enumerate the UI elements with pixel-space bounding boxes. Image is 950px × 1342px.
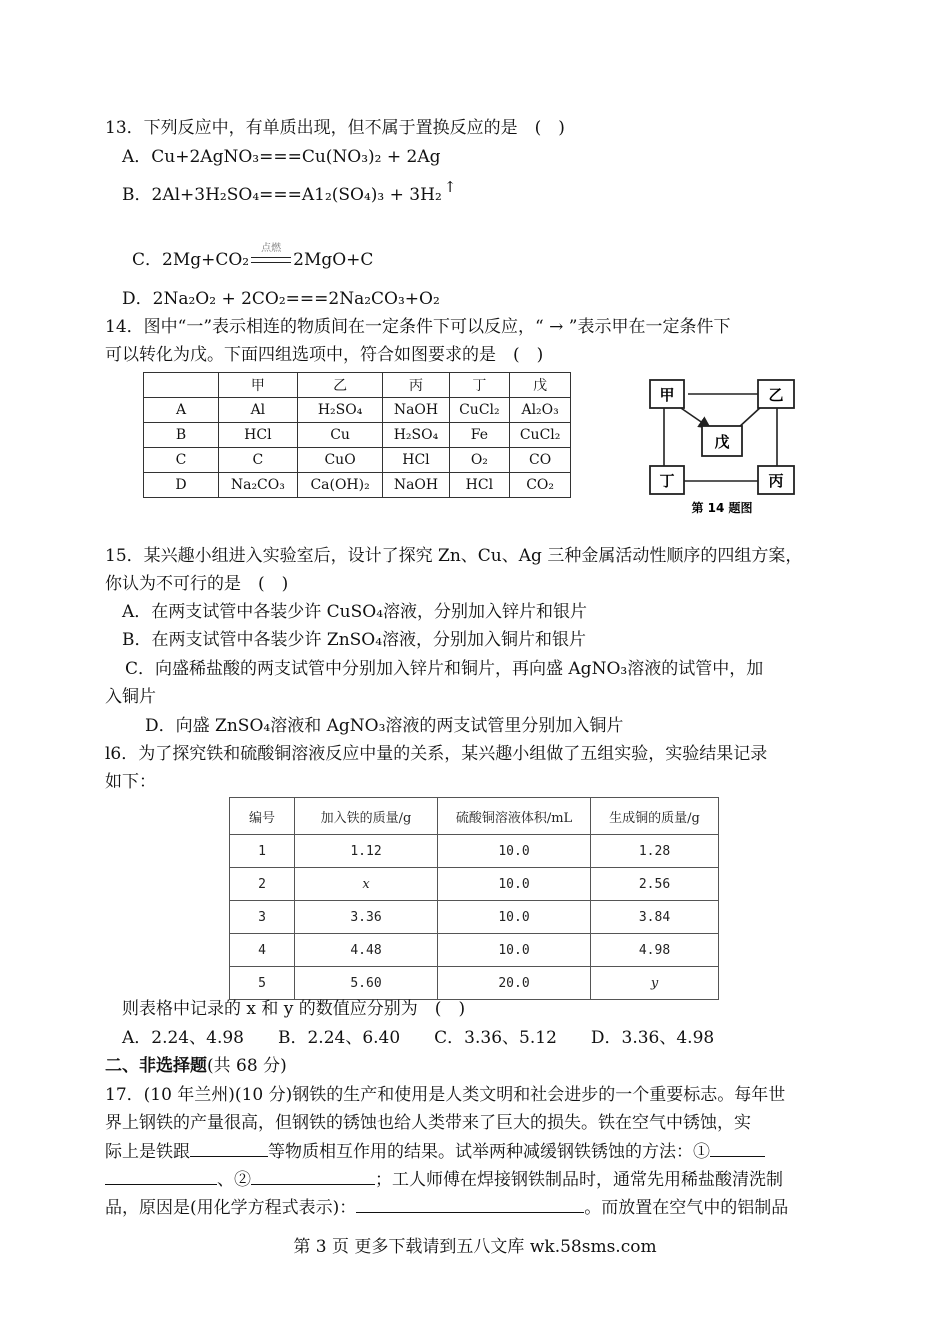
q13-option-a bbox=[122, 146, 441, 168]
q13-option-c-right: 2MgO+C bbox=[293, 250, 374, 270]
q17-line3-start: 际上是铁跟 bbox=[105, 1142, 190, 1162]
q13-option-b-equation: 2Al+3H₂SO₄===A1₂(SO₄)₃ + 3H₂ bbox=[151, 185, 442, 205]
table-cell: O₂ bbox=[449, 448, 510, 473]
table-cell: CuO bbox=[297, 448, 383, 473]
label-jia: 甲 bbox=[659, 386, 675, 404]
q13-option-a-label: A． bbox=[122, 147, 152, 167]
q17-line5-end: 。而放置在空气中的铝制品 bbox=[584, 1198, 789, 1218]
table-cell: x bbox=[295, 868, 438, 901]
table-cell: HCl bbox=[449, 473, 510, 498]
q13-stem: 13．下列反应中，有单质出现，但不属于置换反应的是 ( ) bbox=[105, 118, 565, 138]
section2-points: (共 68 分) bbox=[207, 1056, 287, 1076]
q14-stem-line1: 14．图中“一”表示相连的物质间在一定条件下可以反应，“ → ”表示甲在一定条件下 bbox=[105, 317, 731, 337]
table-cell: H₂SO₄ bbox=[297, 398, 383, 423]
q13-option-b-label: B． bbox=[122, 185, 152, 205]
table-cell: 3 bbox=[230, 901, 295, 934]
table-cell: 4 bbox=[230, 934, 295, 967]
answer-blank-3[interactable] bbox=[251, 1168, 375, 1185]
label-ding: 丁 bbox=[659, 472, 675, 490]
table-cell: Na₂CO₃ bbox=[219, 473, 298, 498]
table-cell: CuCl₂ bbox=[510, 423, 571, 448]
table-cell: C bbox=[219, 448, 298, 473]
table-cell: Al bbox=[219, 398, 298, 423]
condition-equals-sign bbox=[251, 242, 291, 268]
q13-option-a-equation: Cu+2AgNO₃===Cu(NO₃)₂ + 2Ag bbox=[151, 147, 441, 167]
table-cell: 10.0 bbox=[438, 934, 591, 967]
q13-option-c bbox=[132, 242, 374, 271]
arrow-jia-to-wu bbox=[678, 406, 710, 428]
table-cell: 3.84 bbox=[591, 901, 719, 934]
table-header-cell bbox=[144, 373, 219, 398]
table-row bbox=[144, 473, 571, 498]
q15-option-c-line2: 入铜片 bbox=[105, 687, 156, 707]
q15-option-a: A．在两支试管中各装少许 CuSO₄溶液，分别加入锌片和银片 bbox=[122, 602, 588, 622]
table-header-cell: 丁 bbox=[449, 373, 510, 398]
q14-diagram bbox=[640, 370, 810, 520]
answer-blank-4[interactable] bbox=[356, 1196, 584, 1213]
table-row bbox=[230, 868, 719, 901]
table-header-row bbox=[144, 373, 571, 398]
table-cell: CO₂ bbox=[510, 473, 571, 498]
table-cell: Cu bbox=[297, 423, 383, 448]
q17-line2: 界上钢铁的产量很高，但钢铁的锈蚀也给人类带来了巨大的损失。铁在空气中锈蚀，实 bbox=[105, 1113, 751, 1133]
q13-option-c-label: C． bbox=[132, 250, 163, 270]
section2-heading bbox=[105, 1055, 287, 1077]
q15-option-b: B．在两支试管中各装少许 ZnSO₄溶液，分别加入铜片和银片 bbox=[122, 630, 587, 650]
table-cell: 5.60 bbox=[295, 967, 438, 1000]
table-header-row bbox=[230, 798, 719, 835]
table-header-cell: 丙 bbox=[383, 373, 449, 398]
table-row bbox=[230, 934, 719, 967]
q16-results-table bbox=[229, 797, 719, 1000]
label-bing: 丙 bbox=[768, 472, 784, 490]
q17-line5 bbox=[105, 1196, 788, 1219]
answer-blank-2-continued[interactable] bbox=[105, 1168, 217, 1185]
table-cell: 4.98 bbox=[591, 934, 719, 967]
q17-line1: 17．(10 年兰州)(10 分)钢铁的生产和使用是人类文明和社会进步的一个重要标志。每年世 bbox=[105, 1085, 786, 1105]
table-cell: 4.48 bbox=[295, 934, 438, 967]
table-header-cell: 硫酸铜溶液体积/mL bbox=[438, 798, 591, 835]
table-cell: 2 bbox=[230, 868, 295, 901]
table-header-cell: 加入铁的质量/g bbox=[295, 798, 438, 835]
q13-option-d bbox=[122, 288, 440, 310]
label-yi: 乙 bbox=[768, 386, 784, 404]
table-header-cell: 戊 bbox=[510, 373, 571, 398]
q14-options-table bbox=[143, 372, 571, 498]
table-cell: Fe bbox=[449, 423, 510, 448]
link-yi-wu bbox=[738, 406, 762, 428]
q17-line4-start: 、② bbox=[217, 1170, 251, 1190]
label-wu: 戊 bbox=[714, 433, 730, 451]
table-cell: 1 bbox=[230, 835, 295, 868]
q15-stem-line2: 你认为不可行的是 ( ) bbox=[105, 574, 289, 594]
q16-stem-line2: 如下： bbox=[105, 772, 156, 792]
q13-option-d-equation: 2Na₂O₂ + 2CO₂===2Na₂CO₃+O₂ bbox=[152, 289, 440, 309]
table-cell: C bbox=[144, 448, 219, 473]
gas-up-arrow-icon: ↑ bbox=[443, 178, 457, 196]
answer-blank-1[interactable] bbox=[190, 1140, 268, 1157]
table-cell: D bbox=[144, 473, 219, 498]
q13-option-b bbox=[122, 178, 457, 206]
q17-line3-middle: 等物质相互作用的结果。试举两种减缓钢铁锈蚀的方法：① bbox=[268, 1142, 710, 1162]
table-cell: A bbox=[144, 398, 219, 423]
diagram-caption: 第 14 题图 bbox=[691, 501, 753, 515]
q13-option-d-label: D． bbox=[122, 289, 153, 309]
table-cell: Ca(OH)₂ bbox=[297, 473, 383, 498]
table-row bbox=[230, 901, 719, 934]
table-cell: 1.12 bbox=[295, 835, 438, 868]
table-row bbox=[144, 423, 571, 448]
table-cell: HCl bbox=[219, 423, 298, 448]
q16-stem-line1: l6．为了探究铁和硫酸铜溶液反应中量的关系，某兴趣小组做了五组实验，实验结果记录 bbox=[105, 744, 768, 764]
table-row bbox=[230, 835, 719, 868]
table-cell: B bbox=[144, 423, 219, 448]
table-cell: H₂SO₄ bbox=[383, 423, 449, 448]
q17-line5-start: 品，原因是(用化学方程式表示)： bbox=[105, 1198, 357, 1218]
q16-question: 则表格中记录的 x 和 y 的数值应分别为 ( ) bbox=[122, 999, 466, 1019]
table-cell: 3.36 bbox=[295, 901, 438, 934]
q15-stem-line1: 15．某兴趣小组进入实验室后，设计了探究 Zn、Cu、Ag 三种金属活动性顺序的四组方案， bbox=[105, 546, 803, 566]
answer-blank-2[interactable] bbox=[710, 1140, 765, 1157]
table-cell: 2.56 bbox=[591, 868, 719, 901]
table-header-cell: 生成铜的质量/g bbox=[591, 798, 719, 835]
table-cell: y bbox=[591, 967, 719, 1000]
q17-line4-end: ；工人师傅在焊接钢铁制品时，通常先用稀盐酸清洗制 bbox=[375, 1170, 783, 1190]
q17-line4 bbox=[105, 1168, 783, 1191]
section2-title: 二、非选择题 bbox=[105, 1056, 207, 1076]
table-cell: NaOH bbox=[383, 473, 449, 498]
q14-stem-line2: 可以转化为戊。下面四组选项中，符合如图要求的是 ( ) bbox=[105, 345, 544, 365]
table-cell: HCl bbox=[383, 448, 449, 473]
table-header-cell: 编号 bbox=[230, 798, 295, 835]
q17-line3 bbox=[105, 1140, 765, 1163]
table-row bbox=[144, 398, 571, 423]
q16-options: A．2.24、4.98 B．2.24、6.40 C．3.36、5.12 D．3.36、4.98 bbox=[122, 1028, 715, 1048]
table-header-cell: 乙 bbox=[297, 373, 383, 398]
table-cell: CO bbox=[510, 448, 571, 473]
table-cell: 1.28 bbox=[591, 835, 719, 868]
table-cell: Al₂O₃ bbox=[510, 398, 571, 423]
table-row bbox=[230, 967, 719, 1000]
table-cell: 10.0 bbox=[438, 835, 591, 868]
page-footer: 第 3 页 更多下载请到五八文库 wk.58sms.com bbox=[293, 1237, 657, 1257]
table-cell: 10.0 bbox=[438, 901, 591, 934]
q15-option-d: D．向盛 ZnSO₄溶液和 AgNO₃溶液的两支试管里分别加入铜片 bbox=[145, 716, 624, 736]
table-cell: CuCl₂ bbox=[449, 398, 510, 423]
table-header-cell: 甲 bbox=[219, 373, 298, 398]
q15-option-c-line1: C．向盛稀盐酸的两支试管中分别加入锌片和铜片，再向盛 AgNO₃溶液的试管中，加 bbox=[125, 659, 764, 679]
table-cell: NaOH bbox=[383, 398, 449, 423]
table-cell: 20.0 bbox=[438, 967, 591, 1000]
table-row bbox=[144, 448, 571, 473]
ignition-condition: 点燃 bbox=[261, 242, 282, 254]
q13-option-c-left: 2Mg+CO₂ bbox=[162, 250, 250, 270]
table-cell: 5 bbox=[230, 967, 295, 1000]
table-cell: 10.0 bbox=[438, 868, 591, 901]
